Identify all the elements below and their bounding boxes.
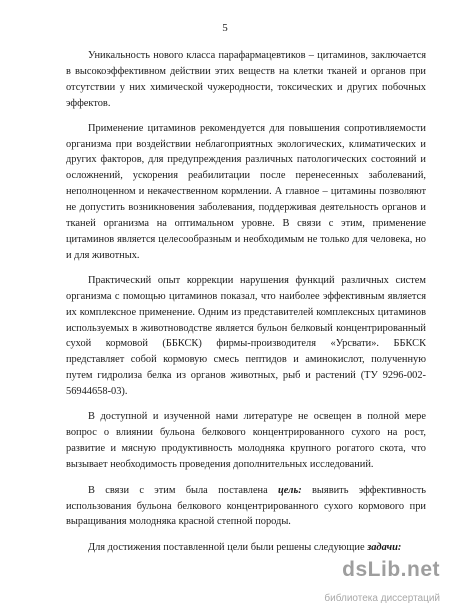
paragraph-application: Применение цитаминов рекомендуется для повышения сопротивляемости организма при воздействии неблагоприятных экологических, климатических и других факторов, для предупреждения различных патологических состояний и осложнений, ускорения реабилитации после перенесенных заболеваний, неполноценном и некачественном кормлении. А главное – цитамины позволяют не допустить возникновения заболевания, поддерживая деятельность органов и тканей организма на оптимальном уровне. В связи с этим, применение цитаминов является целесообразным и необходимым не только для человека, но и для животных. xyxy=(66,122,426,261)
goal-text-after: выявить эффективность использования бульона белкового концентрированного сухого кормового при выращивания молодняка красной степной породы. xyxy=(66,484,426,528)
watermark-subtitle: библиотека диссертаций xyxy=(324,593,440,604)
tasks-keyword: задачи: xyxy=(367,542,402,554)
watermark-logo: dsLib.net xyxy=(342,558,440,581)
goal-text-before: В связи с этим была поставлена xyxy=(88,484,279,496)
goal-keyword: цель: xyxy=(278,484,302,496)
paragraph-practical-experience: Практический опыт коррекции нарушения функций различных систем организма с помощью цитаминов показал, что наиболее эффективным является их комплексное применение. Одним из представителей комплексных цитаминов используемых в животноводстве является бульон белковый концентрированный сухой кормовой (ББКСК) фирмы-производителя «Урсвати». ББКСК представляет собой кормовую смесь пептидов и аминокислот, полученную путем гидролиза белка из органов животных, рыб и растений (ТУ 9296-002-56944658-03). xyxy=(66,274,426,398)
page-number: 5 xyxy=(222,22,228,34)
watermark xyxy=(290,558,440,604)
tasks-text-before: Для достижения поставленной цели были решены следующие xyxy=(88,542,368,554)
document-body xyxy=(66,48,426,556)
paragraph-goal xyxy=(66,483,426,531)
paragraph-literature: В доступной и изученной нами литературе не освещен в полной мере вопрос о влиянии бульона белкового концентрированного сухого на рост, развитие и мясную продуктивность молодняка крупного рогатого скота, что вызывает необходимость проведения дополнительных исследований. xyxy=(66,411,426,470)
paragraph-uniqueness: Уникальность нового класса парафармацевтиков – цитаминов, заключается в высокоэффективном действии этих веществ на клетки тканей и органов при отсутствии у них химической чужеродности, токсических и других побочных эффектов. xyxy=(66,50,426,109)
paragraph-tasks xyxy=(66,540,426,556)
